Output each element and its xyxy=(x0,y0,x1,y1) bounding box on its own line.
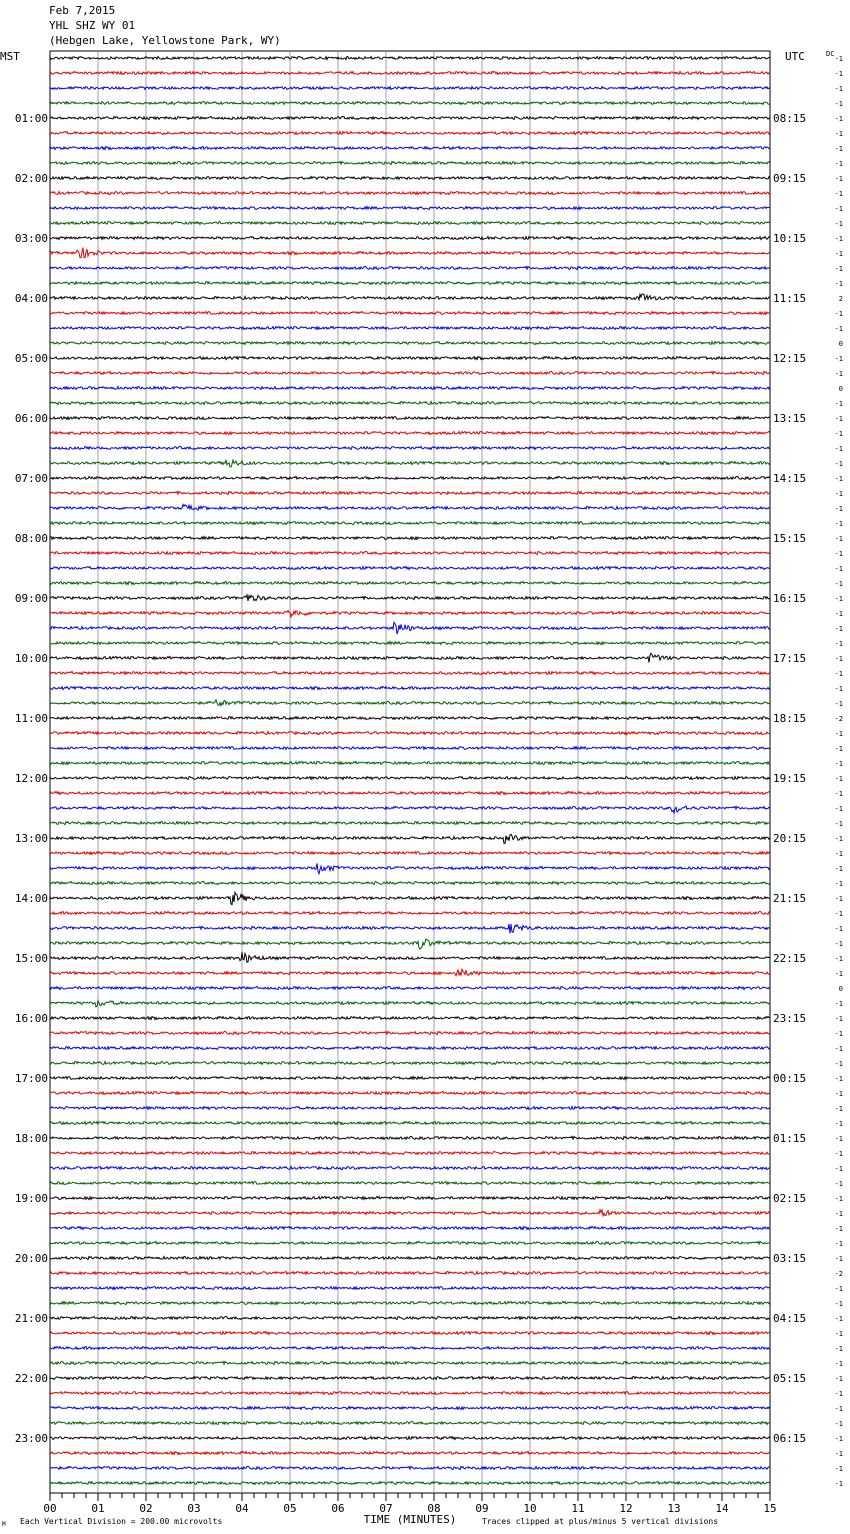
seismic-trace xyxy=(50,852,770,855)
dc-offset-label: -1 xyxy=(834,325,843,333)
dc-offset-label: -1 xyxy=(834,475,843,483)
seismic-trace xyxy=(50,911,770,914)
seismic-trace xyxy=(50,1210,770,1216)
dc-offset-label: -1 xyxy=(834,310,843,318)
seismic-trace xyxy=(50,522,770,525)
dc-offset-label: -1 xyxy=(834,1450,843,1458)
seismic-trace xyxy=(50,1136,770,1139)
seismic-trace xyxy=(50,952,770,962)
dc-offset-label: -1 xyxy=(834,430,843,438)
seismic-trace xyxy=(50,622,770,634)
mst-hour-label: 04:00 xyxy=(14,292,48,305)
dc-offset-label: -1 xyxy=(834,1120,843,1128)
utc-hour-label: 04:15 xyxy=(773,1312,807,1325)
dc-offset-label: -1 xyxy=(834,1390,843,1398)
dc-offset-label: -1 xyxy=(834,970,843,978)
seismic-trace xyxy=(50,567,770,570)
seismic-trace xyxy=(50,1317,770,1320)
seismic-trace xyxy=(50,1332,770,1335)
seismic-trace xyxy=(50,1197,770,1200)
dc-offset-label: -1 xyxy=(834,1165,843,1173)
dc-offset-label: -1 xyxy=(834,1045,843,1053)
mst-hour-label: 07:00 xyxy=(14,472,48,485)
dc-offset-label: -1 xyxy=(834,130,843,138)
dc-offset-label: -1 xyxy=(834,370,843,378)
seismic-trace xyxy=(50,1377,770,1380)
seismic-trace xyxy=(50,1302,770,1305)
dc-offset-label: -1 xyxy=(834,115,843,123)
utc-hour-label: 22:15 xyxy=(773,952,807,965)
x-tick-label: 10 xyxy=(523,1502,537,1515)
seismic-trace xyxy=(50,1077,770,1080)
seismic-trace xyxy=(50,834,770,843)
seismic-trace xyxy=(50,1016,770,1019)
utc-hour-label: 01:15 xyxy=(773,1132,807,1145)
date-label: Feb 7,2015 xyxy=(49,4,116,17)
x-tick-label: 05 xyxy=(283,1502,297,1515)
mst-hour-label: 14:00 xyxy=(14,892,48,905)
dc-offset-label: -1 xyxy=(834,70,843,78)
utc-hour-label: 00:15 xyxy=(773,1072,807,1085)
dc-offset-label: -1 xyxy=(834,685,843,693)
seismic-trace xyxy=(50,177,770,180)
dc-offset-label: -1 xyxy=(834,1300,843,1308)
dc-offset-label: -1 xyxy=(834,955,843,963)
seismic-trace xyxy=(50,1121,770,1124)
seismic-trace xyxy=(50,476,770,479)
seismic-trace xyxy=(50,892,770,904)
utc-hour-label: 10:15 xyxy=(773,232,807,245)
mst-hour-label: 12:00 xyxy=(14,772,48,785)
seismic-trace xyxy=(50,1241,770,1244)
x-tick-label: 02 xyxy=(139,1502,153,1515)
seismic-trace xyxy=(50,1062,770,1065)
seismic-trace xyxy=(50,1227,770,1230)
seismic-trace xyxy=(50,161,770,164)
dc-offset-label: 0 xyxy=(838,985,843,993)
seismic-trace xyxy=(50,71,770,74)
dc-offset-label: -1 xyxy=(834,1345,843,1353)
dc-offset-label: -1 xyxy=(834,265,843,273)
seismic-trace xyxy=(50,1422,770,1425)
mst-hour-label: 19:00 xyxy=(14,1192,48,1205)
utc-hour-label: 05:15 xyxy=(773,1372,807,1385)
mst-hour-label: 06:00 xyxy=(14,412,48,425)
dc-offset-label: -1 xyxy=(834,820,843,828)
seismic-trace xyxy=(50,282,770,285)
dc-offset-label: -1 xyxy=(834,580,843,588)
seismic-trace xyxy=(50,57,770,60)
seismic-trace xyxy=(50,237,770,240)
x-axis-title: TIME (MINUTES) xyxy=(363,1513,457,1526)
dc-offset-label: -1 xyxy=(834,910,843,918)
seismic-trace xyxy=(50,460,770,467)
dc-offset-label: -1 xyxy=(834,850,843,858)
mst-hour-label: 08:00 xyxy=(14,532,48,545)
dc-offset-label: -1 xyxy=(834,415,843,423)
mst-hour-label: 03:00 xyxy=(14,232,48,245)
seismic-trace xyxy=(50,537,770,540)
dc-offset-label: -1 xyxy=(834,670,843,678)
dc-offset-label: -1 xyxy=(834,835,843,843)
utc-hour-label: 18:15 xyxy=(773,712,807,725)
utc-hour-label: 21:15 xyxy=(773,892,807,905)
dc-offset-label: -1 xyxy=(834,1375,843,1383)
utc-hour-label: 11:15 xyxy=(773,292,807,305)
seismic-trace xyxy=(50,87,770,90)
seismic-trace xyxy=(50,1047,770,1050)
seismic-trace xyxy=(50,417,770,420)
seismic-trace xyxy=(50,987,770,990)
seismic-trace xyxy=(50,882,770,885)
seismic-trace xyxy=(50,1361,770,1364)
mst-hour-label: 05:00 xyxy=(14,352,48,365)
seismic-trace xyxy=(50,1287,770,1290)
utc-hour-label: 15:15 xyxy=(773,532,807,545)
utc-label: UTC xyxy=(785,50,805,63)
seismic-trace xyxy=(50,447,770,450)
seismic-trace xyxy=(50,1407,770,1410)
seismic-trace xyxy=(50,969,770,975)
seismic-trace xyxy=(50,1001,770,1007)
dc-offset-label: -1 xyxy=(834,460,843,468)
utc-hour-label: 14:15 xyxy=(773,472,807,485)
seismic-trace xyxy=(50,432,770,435)
seismic-trace xyxy=(50,863,770,874)
dc-offset-label: -1 xyxy=(834,520,843,528)
seismic-trace xyxy=(50,1466,770,1469)
dc-offset-label: -1 xyxy=(834,100,843,108)
seismic-trace xyxy=(50,747,770,750)
x-tick-label: 03 xyxy=(187,1502,201,1515)
seismic-trace xyxy=(50,822,770,825)
dc-offset-label: -1 xyxy=(834,700,843,708)
utc-hour-label: 06:15 xyxy=(773,1432,807,1445)
dc-offset-label: -1 xyxy=(834,1240,843,1248)
dc-offset-label: -1 xyxy=(834,55,843,63)
utc-hour-label: 09:15 xyxy=(773,172,807,185)
dc-offset-label: -1 xyxy=(834,445,843,453)
dc-offset-label: -1 xyxy=(834,205,843,213)
x-tick-label: 14 xyxy=(715,1502,729,1515)
x-tick-label: 00 xyxy=(43,1502,57,1515)
dc-offset-label: -1 xyxy=(834,1105,843,1113)
seismic-trace xyxy=(50,357,770,360)
dc-offset-label: -1 xyxy=(834,1135,843,1143)
dc-offset-label: -1 xyxy=(834,655,843,663)
dc-offset-label: -1 xyxy=(834,160,843,168)
dc-offset-label: -1 xyxy=(834,1465,843,1473)
dc-offset-label: -1 xyxy=(834,355,843,363)
dc-offset-label: -1 xyxy=(834,1075,843,1083)
seismic-trace xyxy=(50,581,770,584)
dc-offset-label: -1 xyxy=(834,1285,843,1293)
seismic-trace xyxy=(50,1346,770,1349)
dc-offset-label: -1 xyxy=(834,730,843,738)
seismic-trace xyxy=(50,117,770,120)
dc-offset-label: -1 xyxy=(834,550,843,558)
seismic-trace xyxy=(50,1031,770,1034)
seismic-trace xyxy=(50,1107,770,1110)
mst-hour-label: 01:00 xyxy=(14,112,48,125)
dc-offset-label: -1 xyxy=(834,1225,843,1233)
x-tick-label: 12 xyxy=(619,1502,633,1515)
seismic-trace xyxy=(50,1092,770,1095)
dc-offset-label: -1 xyxy=(834,1255,843,1263)
utc-hour-label: 03:15 xyxy=(773,1252,807,1265)
utc-hour-label: 08:15 xyxy=(773,112,807,125)
seismic-trace xyxy=(50,686,770,689)
dc-offset-label: -1 xyxy=(834,490,843,498)
dc-offset-label: -1 xyxy=(834,1090,843,1098)
mst-hour-label: 18:00 xyxy=(14,1132,48,1145)
dc-offset-label: -1 xyxy=(834,565,843,573)
utc-hour-label: 16:15 xyxy=(773,592,807,605)
seismic-trace xyxy=(50,266,770,269)
utc-hour-label: 19:15 xyxy=(773,772,807,785)
seismic-trace xyxy=(50,732,770,735)
x-tick-label: 04 xyxy=(235,1502,249,1515)
dc-offset-label: -1 xyxy=(834,1405,843,1413)
seismic-trace xyxy=(50,1167,770,1170)
dc-offset-label: -1 xyxy=(834,865,843,873)
mst-hour-label: 21:00 xyxy=(14,1312,48,1325)
seismic-trace xyxy=(50,611,770,617)
dc-offset-label: -1 xyxy=(834,625,843,633)
seismic-trace xyxy=(50,1437,770,1440)
seismic-trace xyxy=(50,132,770,135)
dc-offset-label: -1 xyxy=(834,1315,843,1323)
seismic-trace xyxy=(50,939,770,949)
mst-hour-label: 09:00 xyxy=(14,592,48,605)
mst-hour-label: 11:00 xyxy=(14,712,48,725)
corner-mark: M xyxy=(2,1521,6,1528)
dc-offset-label: -1 xyxy=(834,1360,843,1368)
station-label: YHL SHZ WY 01 xyxy=(49,19,136,32)
dc-offset-label: -1 xyxy=(834,1330,843,1338)
seismic-trace xyxy=(50,1152,770,1155)
seismic-trace xyxy=(50,146,770,149)
dc-offset-label: 2 xyxy=(838,295,843,303)
x-tick-label: 06 xyxy=(331,1502,345,1515)
mst-hour-label: 15:00 xyxy=(14,952,48,965)
seismic-trace xyxy=(50,700,770,706)
mst-hour-label: 23:00 xyxy=(14,1432,48,1445)
dc-offset-label: 0 xyxy=(838,385,843,393)
seismic-trace xyxy=(50,672,770,675)
seismic-trace xyxy=(50,294,770,300)
seismic-trace xyxy=(50,327,770,330)
seismic-trace xyxy=(50,1482,770,1485)
vertical-division-note: Each Vertical Division = 200.00 microvolts xyxy=(20,1517,223,1526)
seismic-trace xyxy=(50,248,770,258)
seismic-trace xyxy=(50,491,770,494)
dc-offset-label: -1 xyxy=(834,400,843,408)
dc-label: DC xyxy=(826,50,835,58)
mst-hour-label: 17:00 xyxy=(14,1072,48,1085)
x-tick-label: 15 xyxy=(763,1502,777,1515)
dc-offset-label: -1 xyxy=(834,1030,843,1038)
seismic-trace xyxy=(50,222,770,225)
seismic-trace xyxy=(50,762,770,765)
utc-hour-label: 17:15 xyxy=(773,652,807,665)
dc-offset-label: -1 xyxy=(834,1180,843,1188)
seismic-trace xyxy=(50,1182,770,1185)
dc-offset-label: -1 xyxy=(834,805,843,813)
seismic-trace xyxy=(50,717,770,720)
dc-offset-label: -1 xyxy=(834,745,843,753)
dc-offset-label: -1 xyxy=(834,760,843,768)
x-tick-label: 08 xyxy=(427,1502,441,1515)
dc-offset-label: 0 xyxy=(838,340,843,348)
dc-offset-label: -1 xyxy=(834,1015,843,1023)
dc-offset-label: -2 xyxy=(834,715,843,723)
mst-hour-label: 20:00 xyxy=(14,1252,48,1265)
utc-hour-label: 02:15 xyxy=(773,1192,807,1205)
x-tick-label: 07 xyxy=(379,1502,393,1515)
dc-offset-label: -1 xyxy=(834,250,843,258)
dc-offset-label: -1 xyxy=(834,925,843,933)
utc-hour-label: 20:15 xyxy=(773,832,807,845)
dc-offset-label: -1 xyxy=(834,1060,843,1068)
clipping-note: Traces clipped at plus/minus 5 vertical divisions xyxy=(482,1517,719,1526)
seismic-trace xyxy=(50,207,770,210)
dc-offset-label: -1 xyxy=(834,145,843,153)
mst-hour-label: 10:00 xyxy=(14,652,48,665)
x-tick-label: 13 xyxy=(667,1502,681,1515)
dc-offset-label: -1 xyxy=(834,1210,843,1218)
dc-offset-label: -1 xyxy=(834,1195,843,1203)
x-tick-label: 01 xyxy=(91,1502,105,1515)
dc-offset-label: -1 xyxy=(834,1480,843,1488)
dc-offset-label: -1 xyxy=(834,610,843,618)
x-tick-label: 11 xyxy=(571,1502,585,1515)
seismic-trace xyxy=(50,192,770,195)
seismic-trace xyxy=(50,387,770,390)
dc-offset-label: -1 xyxy=(834,190,843,198)
utc-hour-label: 12:15 xyxy=(773,352,807,365)
dc-offset-label: -1 xyxy=(834,175,843,183)
x-tick-label: 09 xyxy=(475,1502,489,1515)
dc-offset-label: -1 xyxy=(834,235,843,243)
seismic-trace xyxy=(50,777,770,780)
mst-hour-label: 02:00 xyxy=(14,172,48,185)
seismic-trace xyxy=(50,102,770,105)
dc-offset-label: -1 xyxy=(834,880,843,888)
dc-offset-label: -1 xyxy=(834,85,843,93)
seismic-trace xyxy=(50,924,770,933)
dc-offset-label: -1 xyxy=(834,640,843,648)
mst-label: MST xyxy=(0,50,20,63)
dc-offset-label: -1 xyxy=(834,1420,843,1428)
dc-offset-label: -1 xyxy=(834,220,843,228)
seismic-trace xyxy=(50,504,770,510)
dc-offset-label: -1 xyxy=(834,1000,843,1008)
utc-hour-label: 23:15 xyxy=(773,1012,807,1025)
dc-offset-label: -1 xyxy=(834,1150,843,1158)
dc-offset-label: -1 xyxy=(834,940,843,948)
dc-offset-label: -1 xyxy=(834,535,843,543)
dc-offset-label: -1 xyxy=(834,775,843,783)
seismic-trace xyxy=(50,1451,770,1454)
dc-offset-label: -1 xyxy=(834,790,843,798)
seismic-trace xyxy=(50,792,770,795)
dc-offset-label: -2 xyxy=(834,1270,843,1278)
seismic-trace xyxy=(50,312,770,315)
dc-offset-label: -1 xyxy=(834,505,843,513)
seismic-trace xyxy=(50,642,770,645)
dc-offset-label: -1 xyxy=(834,895,843,903)
utc-hour-label: 13:15 xyxy=(773,412,807,425)
mst-hour-label: 22:00 xyxy=(14,1372,48,1385)
location-label: (Hebgen Lake, Yellowstone Park, WY) xyxy=(49,34,281,47)
seismic-trace xyxy=(50,1272,770,1275)
seismic-trace xyxy=(50,371,770,374)
seismic-trace xyxy=(50,1257,770,1260)
dc-offset-label: -1 xyxy=(834,1435,843,1443)
seismic-trace xyxy=(50,342,770,345)
seismic-trace xyxy=(50,552,770,555)
dc-offset-label: -1 xyxy=(834,595,843,603)
mst-hour-label: 16:00 xyxy=(14,1012,48,1025)
mst-hour-label: 13:00 xyxy=(14,832,48,845)
seismic-trace xyxy=(50,595,770,601)
seismic-trace xyxy=(50,806,770,813)
seismic-trace xyxy=(50,653,770,662)
seismic-trace xyxy=(50,1392,770,1395)
dc-offset-label: -1 xyxy=(834,280,843,288)
seismic-trace xyxy=(50,402,770,405)
